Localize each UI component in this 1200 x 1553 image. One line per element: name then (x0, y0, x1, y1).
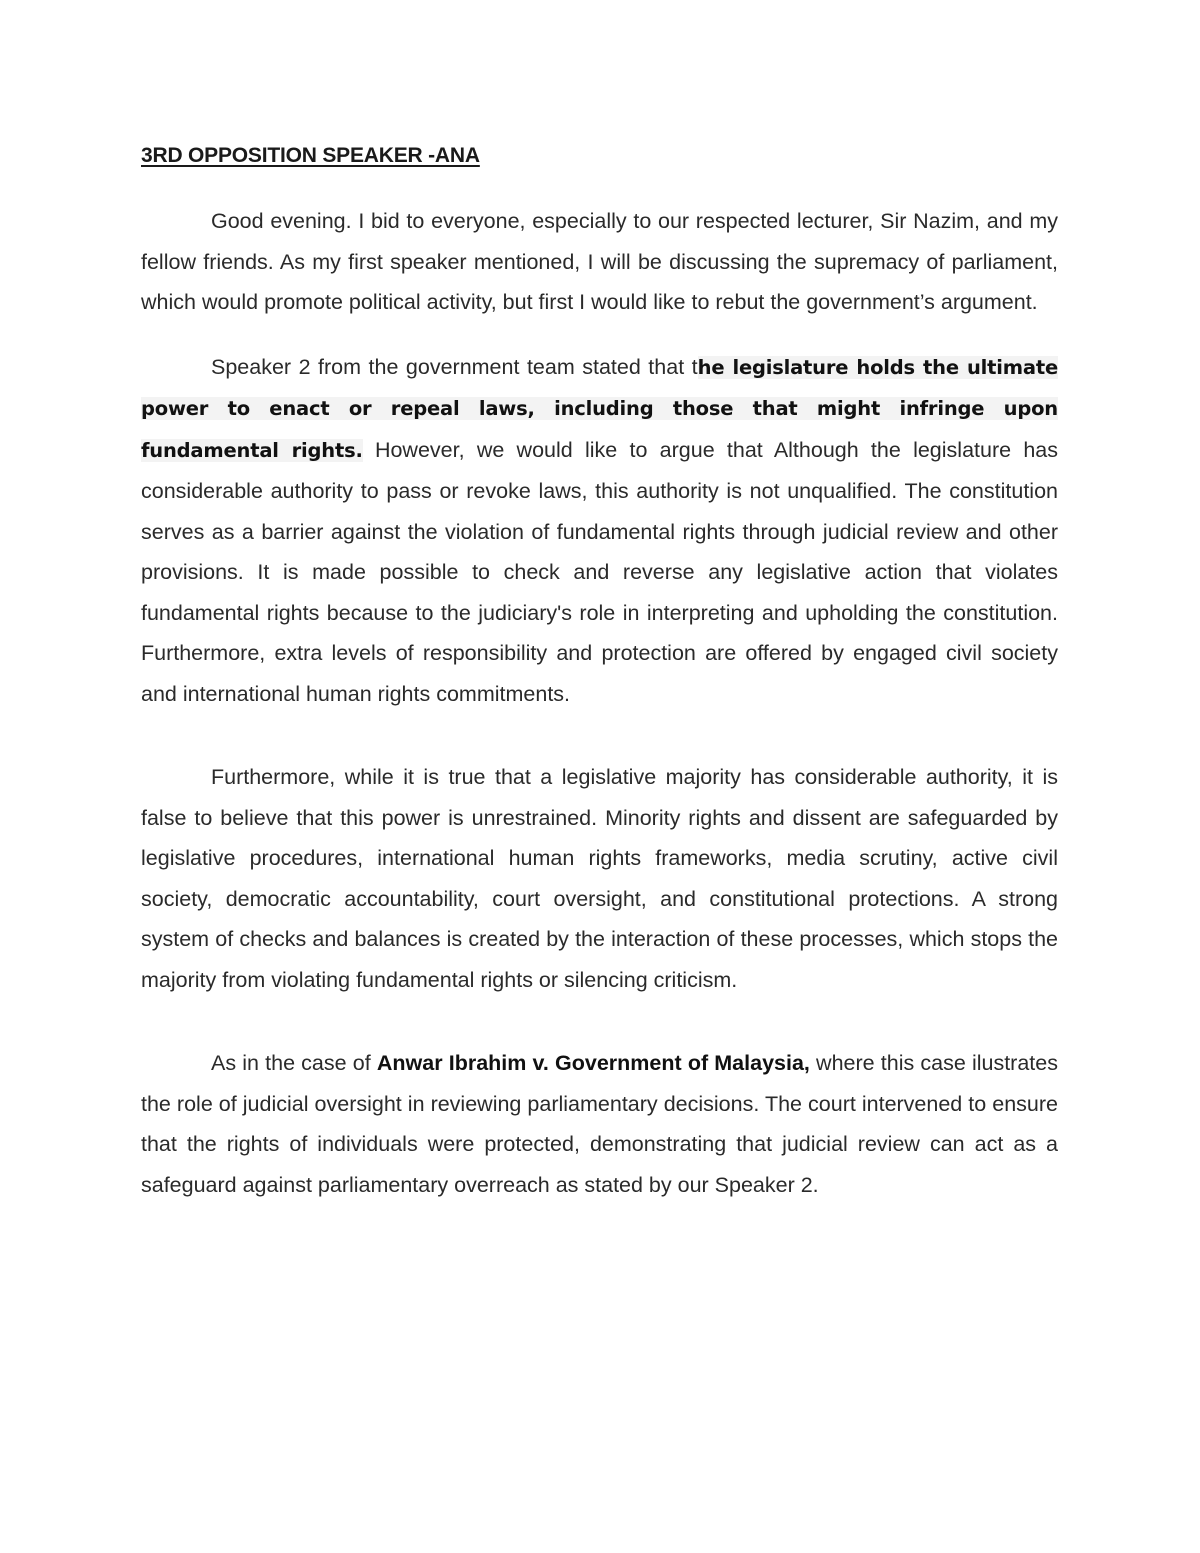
paragraph-case-example (141, 1043, 1058, 1205)
document-body (141, 140, 1058, 1205)
case-body-text: where this case ilustrates the role of judicial oversight in reviewing parliamentary decisions. The court intervened to ensure that the rights of individuals were protected, demonstrating that judicial review can act as a safeguard against parliamentary overreach as stated by our Speaker 2. (141, 1051, 1058, 1197)
case-lead-text: As in the case of (211, 1051, 377, 1075)
document-heading: 3RD OPPOSITION SPEAKER -ANA (141, 144, 480, 167)
rebuttal-body-text: However, we would like to argue that Although the legislature has considerable authority to pass or revoke laws, this authority is not unqualified. The constitution serves as a barrier against the violation of fundamental rights through judicial review and other provisions. It is made possible to check and reverse any legislative action that violates fundamental rights because to the judiciary's role in interpreting and upholding the constitution. Furthermore, extra levels of responsibility and protection are offered by engaged civil society and international human rights commitments. (141, 437, 1058, 706)
case-citation: Anwar Ibrahim v. Government of Malaysia, (376, 1051, 810, 1075)
quoted-government-claim: he legislature holds the ultimate power to enact or repeal laws, including those that might infringe upon fundamental rights. (141, 355, 1058, 462)
paragraph-rebuttal (141, 347, 1058, 715)
paragraph-majority-argument: Furthermore, while it is true that a legislative majority has considerable authority, it is false to believe that this power is unrestrained. Minority rights and dissent are safeguarded by legislative procedures, international human rights frameworks, media scrutiny, active civil society, democratic accountability, court oversight, and constitutional protections. A strong system of checks and balances is created by the interaction of these processes, which stops the majority from violating fundamental rights or silencing criticism. (141, 765, 1058, 992)
rebuttal-lead-text: Speaker 2 from the government team stated that t (211, 354, 698, 379)
paragraph-introduction: Good evening. I bid to everyone, especially to our respected lecturer, Sir Nazim, and my fellow friends. As my first speaker mentioned, I will be discussing the supremacy of parliament, which would promote political activity, but first I would like to rebut the government’s argument. (141, 209, 1058, 314)
